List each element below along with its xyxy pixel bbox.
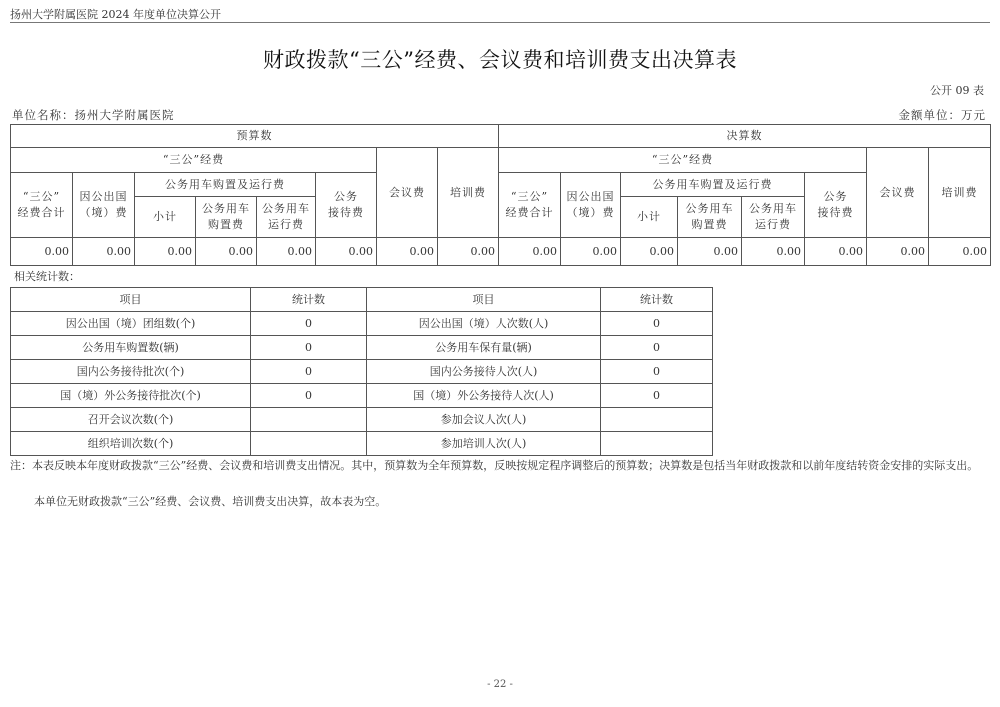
stats-item: 国（境）外公务接待批次(个) xyxy=(11,384,251,408)
stats-label: 相关统计数： xyxy=(14,270,80,283)
budget-training-fee-header: 培训费 xyxy=(438,148,499,238)
stats-value xyxy=(601,408,713,432)
stats-item: 公务用车购置数(辆) xyxy=(11,336,251,360)
stats-item: 参加会议人次(人) xyxy=(367,408,601,432)
stats-row xyxy=(11,432,713,456)
final-training-fee-header: 培训费 xyxy=(929,148,991,238)
final-value-abroad: 0.00 xyxy=(561,238,621,266)
budget-reception-header: 公务 接待费 xyxy=(316,173,377,238)
stats-row xyxy=(11,408,713,432)
stats-item: 组织培训次数(个) xyxy=(11,432,251,456)
unit-name: 单位名称：扬州大学附属医院 xyxy=(12,108,175,122)
budget-value-reception: 0.00 xyxy=(316,238,377,266)
final-vehicle-header: 公务用车购置及运行费 xyxy=(621,173,805,197)
stats-item: 因公出国（境）团组数(个) xyxy=(11,312,251,336)
budget-value-meeting: 0.00 xyxy=(377,238,438,266)
stats-item: 国内公务接待批次(个) xyxy=(11,360,251,384)
footnote: 注：本表反映本年度财政拨款“三公”经费、会议费和培训费支出情况。其中，预算数为全年预算数，反映按规定程序调整后的预算数；决算数是包括当年财政拨款和以前年度结转资金安排的实际支出。 xyxy=(10,459,979,472)
budget-header: 预算数 xyxy=(11,125,499,148)
final-value-reception: 0.00 xyxy=(805,238,867,266)
stats-item: 国（境）外公务接待人次(人) xyxy=(367,384,601,408)
stats-value: 0 xyxy=(251,312,367,336)
budget-value-abroad: 0.00 xyxy=(73,238,135,266)
final-value-meeting: 0.00 xyxy=(867,238,929,266)
stats-item: 召开会议次数(个) xyxy=(11,408,251,432)
stats-table xyxy=(10,287,713,456)
budget-vehicle-operation-header: 公务用车 运行费 xyxy=(257,197,316,238)
stats-item: 公务用车保有量(辆) xyxy=(367,336,601,360)
stats-header-count-2: 统计数 xyxy=(601,288,713,312)
values-row xyxy=(11,238,991,266)
budget-meeting-fee-header: 会议费 xyxy=(377,148,438,238)
stats-item: 因公出国（境）人次数(人) xyxy=(367,312,601,336)
final-abroad-header: 因公出国 （境）费 xyxy=(561,173,621,238)
final-value-vehicle-operation: 0.00 xyxy=(742,238,805,266)
final-value-subtotal: 0.00 xyxy=(621,238,678,266)
budget-value-vehicle-purchase: 0.00 xyxy=(196,238,257,266)
page-title: 财政拨款“三公”经费、会议费和培训费支出决算表 xyxy=(263,48,737,72)
stats-value: 0 xyxy=(601,360,713,384)
budget-value-subtotal: 0.00 xyxy=(135,238,196,266)
page-number: - 22 - xyxy=(487,679,513,690)
final-vehicle-operation-header: 公务用车 运行费 xyxy=(742,197,805,238)
stats-value: 0 xyxy=(601,336,713,360)
stats-item: 参加培训人次(人) xyxy=(367,432,601,456)
stats-row xyxy=(11,384,713,408)
stats-row xyxy=(11,360,713,384)
stats-item: 国内公务接待人次(人) xyxy=(367,360,601,384)
amount-unit: 金额单位：万元 xyxy=(898,108,986,122)
form-number: 公开 09 表 xyxy=(930,84,984,97)
final-value-vehicle-purchase: 0.00 xyxy=(678,238,742,266)
stats-header-count-1: 统计数 xyxy=(251,288,367,312)
stats-value: 0 xyxy=(251,360,367,384)
empty-table-note: 本单位无财政拨款“三公”经费、会议费、培训费支出决算，故本表为空。 xyxy=(34,495,387,508)
expenditure-table xyxy=(10,124,991,266)
stats-row xyxy=(11,312,713,336)
stats-header-row xyxy=(11,288,713,312)
budget-abroad-header: 因公出国 （境）费 xyxy=(73,173,135,238)
stats-row xyxy=(11,336,713,360)
stats-value xyxy=(251,432,367,456)
stats-value: 0 xyxy=(251,384,367,408)
stats-value: 0 xyxy=(601,312,713,336)
budget-sangong-header: “三公”经费 xyxy=(11,148,377,173)
budget-value-total: 0.00 xyxy=(11,238,73,266)
budget-value-training: 0.00 xyxy=(438,238,499,266)
final-meeting-fee-header: 会议费 xyxy=(867,148,929,238)
budget-vehicle-purchase-header: 公务用车 购置费 xyxy=(196,197,257,238)
stats-value xyxy=(601,432,713,456)
budget-value-vehicle-operation: 0.00 xyxy=(257,238,316,266)
final-reception-header: 公务 接待费 xyxy=(805,173,867,238)
header-divider xyxy=(10,22,990,23)
stats-header-item-1: 项目 xyxy=(11,288,251,312)
budget-vehicle-header: 公务用车购置及运行费 xyxy=(135,173,316,197)
budget-subtotal-header: 小计 xyxy=(135,197,196,238)
final-subtotal-header: 小计 xyxy=(621,197,678,238)
final-header: 决算数 xyxy=(499,125,991,148)
final-value-total: 0.00 xyxy=(499,238,561,266)
stats-value: 0 xyxy=(251,336,367,360)
stats-value xyxy=(251,408,367,432)
stats-header-item-2: 项目 xyxy=(367,288,601,312)
stats-value: 0 xyxy=(601,384,713,408)
final-vehicle-purchase-header: 公务用车 购置费 xyxy=(678,197,742,238)
final-total-header: “三公” 经费合计 xyxy=(499,173,561,238)
final-value-training: 0.00 xyxy=(929,238,991,266)
budget-total-header: “三公” 经费合计 xyxy=(11,173,73,238)
running-header: 扬州大学附属医院 2024 年度单位决算公开 xyxy=(10,8,221,21)
final-sangong-header: “三公”经费 xyxy=(499,148,867,173)
